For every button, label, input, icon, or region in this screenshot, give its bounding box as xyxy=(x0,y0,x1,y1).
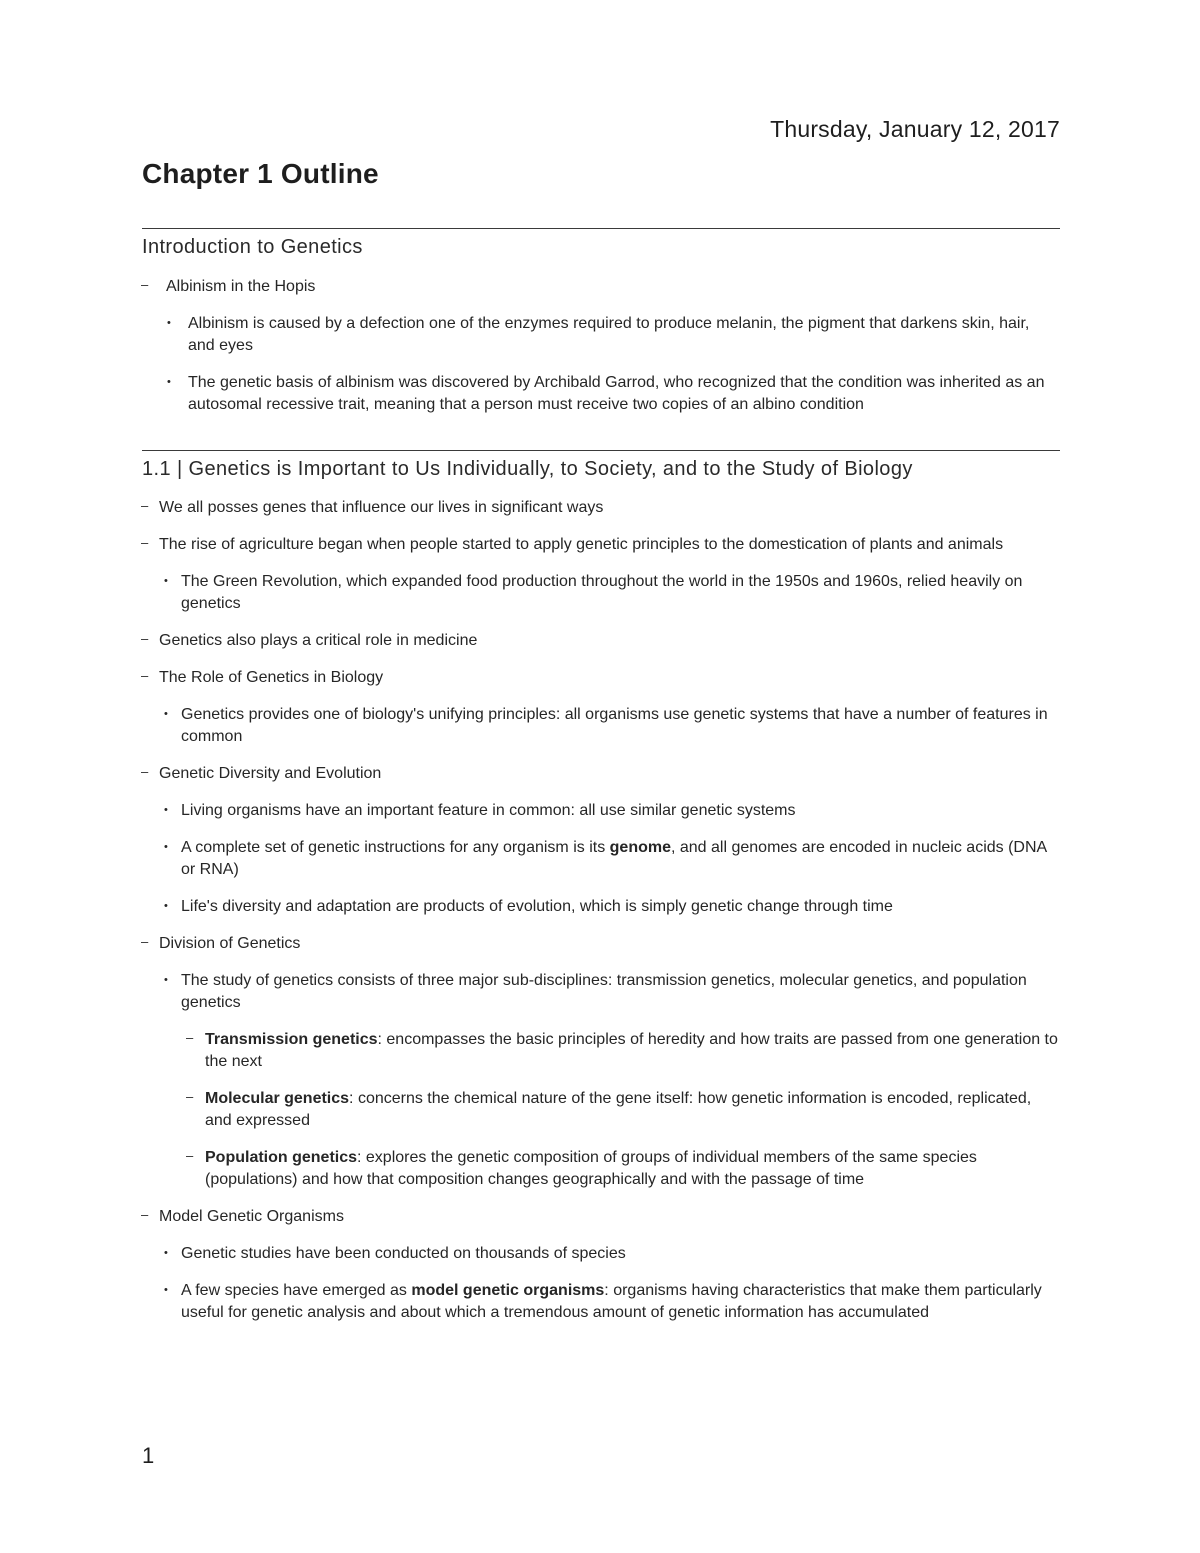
item-text: We all posses genes that influence our lives in significant ways xyxy=(159,499,604,516)
page-number: 1 xyxy=(142,1443,155,1468)
dash-icon: – xyxy=(141,668,149,683)
item-text: The Role of Genetics in Biology xyxy=(159,669,384,686)
dash-icon: – xyxy=(141,498,149,513)
dash-icon: – xyxy=(141,764,149,779)
outline-item xyxy=(142,1206,1060,1228)
key-term: Molecular genetics xyxy=(205,1090,350,1107)
dash-icon: – xyxy=(141,934,149,949)
outline-item xyxy=(142,571,1060,615)
outline-item xyxy=(142,276,1060,298)
outline-item xyxy=(142,1243,1060,1265)
item-text: Albinism in the Hopis xyxy=(166,278,316,295)
section-divider xyxy=(142,450,1060,451)
bullet-icon: • xyxy=(164,841,168,853)
outline-item xyxy=(142,313,1060,357)
item-text-pre: A complete set of genetic instructions for any organism is its xyxy=(181,839,610,856)
outline-item xyxy=(142,704,1060,748)
item-text: Genetic Diversity and Evolution xyxy=(159,765,382,782)
outline-item xyxy=(142,970,1060,1014)
bullet-icon: • xyxy=(164,1284,168,1296)
item-text-pre: A few species have emerged as xyxy=(181,1282,412,1299)
dash-icon: – xyxy=(141,535,149,550)
outline-item xyxy=(142,1147,1060,1191)
outline-item xyxy=(142,933,1060,955)
bullet-icon: • xyxy=(164,974,168,986)
outline-item xyxy=(142,372,1060,416)
item-text: Genetics also plays a critical role in medicine xyxy=(159,632,478,649)
key-term: Transmission genetics xyxy=(205,1031,378,1048)
dash-icon: – xyxy=(186,1148,194,1163)
item-text: Life's diversity and adaptation are products of evolution, which is simply genetic change through time xyxy=(181,898,893,915)
dash-icon: – xyxy=(141,631,149,646)
outline-item xyxy=(142,630,1060,652)
item-text-post: : concerns the chemical nature of the gene itself: how genetic information is encoded, replicated, and expressed xyxy=(205,1090,1032,1129)
bullet-icon: • xyxy=(164,1247,168,1259)
section-importance-of-genetics xyxy=(142,458,1060,1324)
bullet-icon: • xyxy=(164,900,168,912)
page-title: Chapter 1 Outline xyxy=(142,158,379,189)
dash-icon: – xyxy=(141,277,149,292)
dash-icon: – xyxy=(186,1089,194,1104)
outline-item xyxy=(142,667,1060,689)
bullet-icon: • xyxy=(164,708,168,720)
section-introduction xyxy=(142,236,1060,416)
outline-item xyxy=(142,800,1060,822)
key-term: Population genetics xyxy=(205,1149,358,1166)
bullet-icon: • xyxy=(167,376,171,388)
item-text-post: : organisms having characteristics that make them particularly useful for genetic analysis and about which a tremendous amount of genetic information has accumulated xyxy=(181,1282,1042,1321)
outline-item xyxy=(142,1088,1060,1132)
item-text: Albinism is caused by a defection one of the enzymes required to produce melanin, the pigment that darkens skin, hair, and eyes xyxy=(188,315,1030,354)
item-text-post: : explores the genetic composition of groups of individual members of the same species (populations) and how that composition changes geographically and with the passage of time xyxy=(205,1149,977,1188)
outline-item xyxy=(142,534,1060,556)
outline-item xyxy=(142,763,1060,785)
outline-item xyxy=(142,1280,1060,1324)
outline-item xyxy=(142,1029,1060,1073)
item-text: Genetics provides one of biology's unifying principles: all organisms use genetic systems that have a number of features in common xyxy=(181,706,1048,745)
section-heading: 1.1 | Genetics is Important to Us Individually, to Society, and to the Study of Biology xyxy=(142,458,913,480)
bullet-icon: • xyxy=(167,317,171,329)
page-date: Thursday, January 12, 2017 xyxy=(770,116,1060,142)
dash-icon: – xyxy=(141,1207,149,1222)
outline-item xyxy=(142,497,1060,519)
item-text: The rise of agriculture began when people started to apply genetic principles to the domestication of plants and animals xyxy=(159,536,1004,553)
item-text: The Green Revolution, which expanded food production throughout the world in the 1950s and 1960s, relied heavily on genetics xyxy=(181,573,1023,612)
bullet-icon: • xyxy=(164,575,168,587)
item-text: Living organisms have an important feature in common: all use similar genetic systems xyxy=(181,802,796,819)
item-text: Genetic studies have been conducted on thousands of species xyxy=(181,1245,626,1262)
outline-item xyxy=(142,896,1060,918)
bullet-icon: • xyxy=(164,804,168,816)
section-heading: Introduction to Genetics xyxy=(142,236,363,258)
dash-icon: – xyxy=(186,1030,194,1045)
item-text-post: , and all genomes are encoded in nucleic acids (DNA or RNA) xyxy=(181,839,1047,878)
item-text: The genetic basis of albinism was discovered by Archibald Garrod, who recognized that the condition was inherited as an autosomal recessive trait, meaning that a person must receive two copies of an albino condition xyxy=(188,374,1045,413)
key-term: genome xyxy=(609,839,671,856)
section-divider xyxy=(142,228,1060,229)
key-term: model genetic organisms xyxy=(411,1282,605,1299)
item-text: Model Genetic Organisms xyxy=(159,1208,344,1225)
outline-item xyxy=(142,837,1060,881)
item-text: Division of Genetics xyxy=(159,935,301,952)
item-text-post: : encompasses the basic principles of heredity and how traits are passed from one generation to the next xyxy=(205,1031,1058,1070)
item-text: The study of genetics consists of three major sub-disciplines: transmission genetics, molecular genetics, and population genetics xyxy=(181,972,1027,1011)
